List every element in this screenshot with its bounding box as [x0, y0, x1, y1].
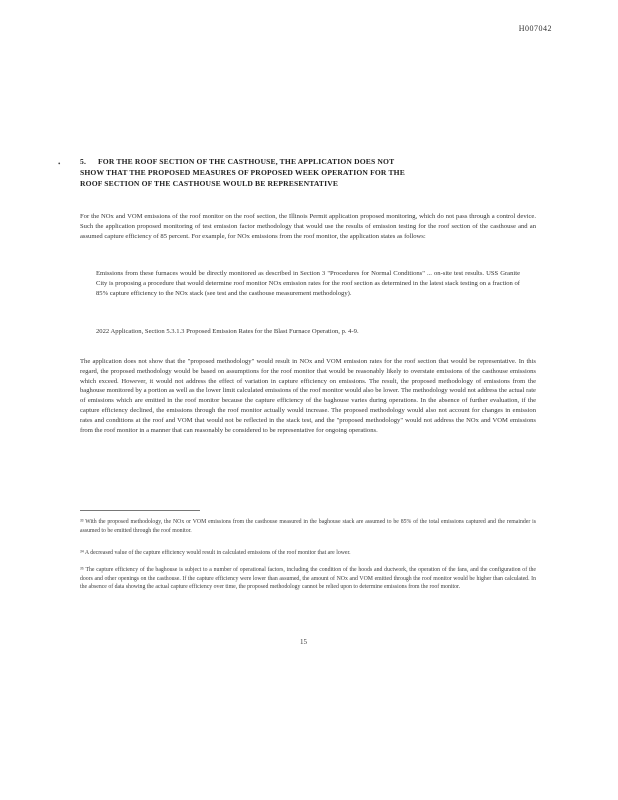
margin-mark: •	[58, 160, 61, 168]
footnote-2: ³⁴ A decreased value of the capture efficiency would result in calculated emissions of the roof monitor that are lower.	[80, 550, 351, 556]
footnote-separator	[80, 510, 200, 511]
footnote-3: ³⁵ The capture efficiency of the baghouse is subject to a number of operational factors, including the condition of the hoods and ductwork, the operation of the fans, and the configuration of the doors and other openings on the casthouse. If the capture efficiency were lower than assumed, the amount of NOx and VOM emitted through the roof monitor would be higher than calculated. In the absence of data showing the actual capture efficiency over time, the proposed methodology cannot be relied upon to determine emissions from the roof monitor.	[80, 567, 536, 591]
page-number: 15	[300, 638, 307, 646]
section-heading	[80, 156, 420, 189]
section-number: 5.	[80, 157, 86, 166]
section-heading-text: FOR THE ROOF SECTION OF THE CASTHOUSE, THE APPLICATION DOES NOT SHOW THAT THE PROPOSED MEASURES OF PROPOSED WEEK OPERATION FOR THE ROOF SECTION OF THE CASTHOUSE WOULD BE REPRESENTATIVE	[80, 157, 405, 188]
block-quote-citation: 2022 Application, Section 5.3.1.3 Proposed Emission Rates for the Blast Furnace Operation, p. 4-9.	[96, 328, 359, 335]
body-paragraph-2: The application does not show that the "proposed methodology" would result in NOx and VOM emission rates for the roof section that would be representative. In this regard, the proposed methodology would be based on assumptions for the roof monitor that would be reasonably likely to overstate emissions of the casthouse emissions which exceed. However, it would not address the effect of variation in capture efficiency on emissions. The result, the proposed methodology of emissions from the baghouse monitored by a portion as well as the lower limit calculated emissions of the roof monitor would also be lower. The methodology would not address the actual rate of emissions which are emitted in the roof monitor because the capture efficiency of the baghouse varies during operations. In the absence of further evaluation, if the capture efficiency declined, the emissions through the roof monitor actually would increase. The proposed methodology would also not account for changes in emission rates and conditions at the roof and VOM that would not be reflected in the stack test, and the "proposed methodology" would not address the NOx and VOM emissions from the roof monitor in a manner that can reasonably be considered to be representative for ongoing operations.	[80, 358, 536, 434]
block-quote-1: Emissions from these furnaces would be directly monitored as described in Section 3 "Procedures for Normal Conditions" ... on-site test results. USS Granite City is proposing a procedure that would determine roof monitor NOx emission rates for the roof section as determined in the latest stack testing on a fraction of 85% capture efficiency to the NOx stack (see test and the casthouse measurement methodology).	[96, 270, 520, 297]
bates-number: H007042	[518, 24, 552, 33]
footnote-1: ³³ With the proposed methodology, the NOx or VOM emissions from the casthouse measured in the baghouse stack are assumed to be 85% of the total emissions captured and the remainder is assumed to be emitted through the roof monitor.	[80, 519, 536, 534]
body-paragraph-1: For the NOx and VOM emissions of the roof monitor on the roof section, the Illinois Permit application proposed monitoring, which do not pass through a control device. Such the application proposed monitoring of test emission factor methodology that would use the results of emission testing for the roof section of the casthouse and an assumed capture efficiency of 85 percent. For example, for NOx emissions from the roof monitor, the application states as follows:	[80, 213, 536, 240]
